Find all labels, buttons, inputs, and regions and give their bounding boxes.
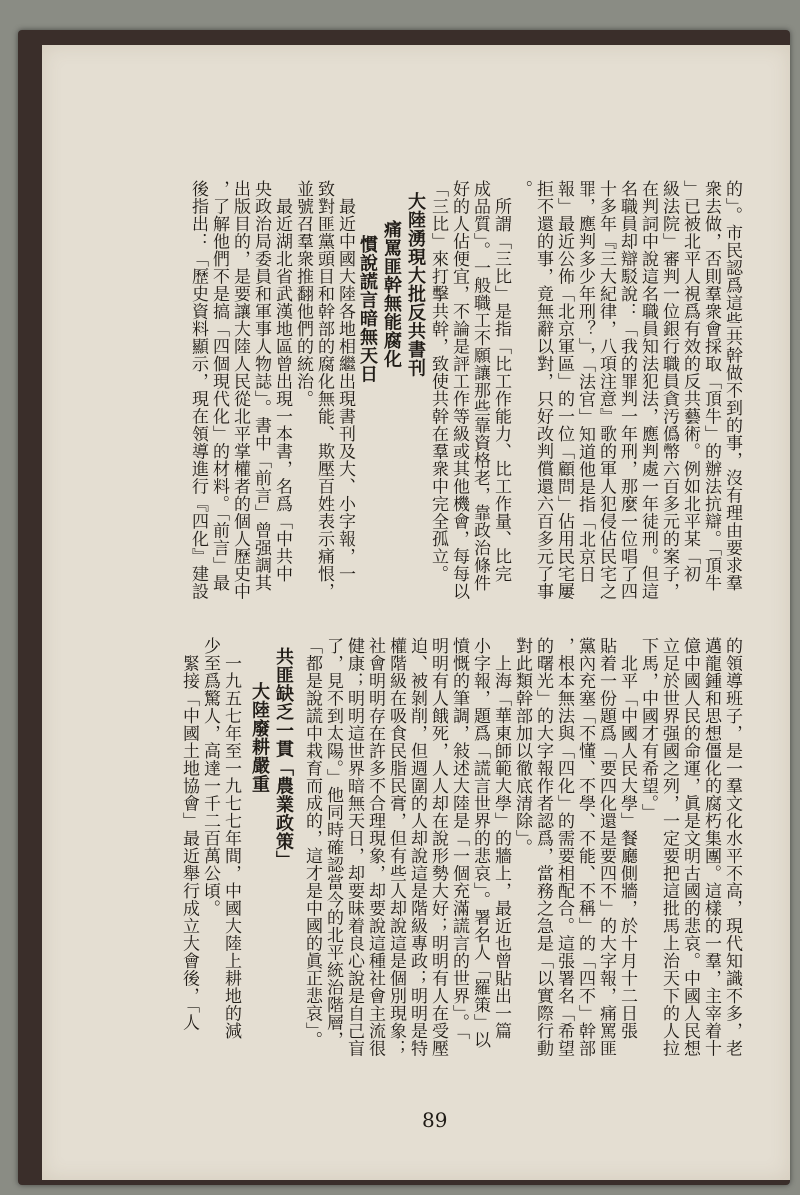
text-line: 報」最近公佈「北京軍區」的一位「顧問」佔用民宅屢	[554, 180, 574, 600]
text-line: 致對匪黨頭目和幹部的腐化無能、欺壓百姓表示痛恨，	[314, 180, 334, 600]
text-line: 億中國人民的命運，眞是文明古國的悲哀。中國人民想	[680, 637, 700, 1057]
text-line: 最近中國大陸各地相繼出現書刊及大、小字報，一	[335, 180, 355, 583]
text-line: 黨內充塞「不懂、不學、不能、不稱」的「四不」幹部	[575, 637, 595, 1057]
document-page	[42, 45, 790, 1180]
text-line: 」已被北平人視爲有效的反共藝術。例如北平某「初	[680, 180, 700, 583]
section-subheading: 痛罵匪幹無能腐化	[381, 220, 402, 368]
text-line: 名職員却辯駁說：「我的罪判一年刑，那麼一位唱了四	[617, 180, 637, 600]
text-line: 級法院」審判一位銀行職員貪汚僞幣六百多元的案子，	[659, 180, 679, 600]
text-line: 了，見不到太陽。」他同時確認當今的北平統治階層，	[323, 637, 343, 1049]
text-line: ，了解他們不是搞「四個現代化」的材料。「前言」最	[209, 180, 229, 592]
text-line: 好的人佔便宜，不論是評工作等級或其他機會，每每以	[449, 180, 469, 600]
text-line: 成品質」。一般職工不願讓那些靠資格老，靠政治條件	[470, 180, 490, 592]
text-line: 邁龍鍾和思想僵化的腐朽集團。這樣的一羣，主宰着十	[701, 637, 721, 1057]
text-line: 並號召羣衆推翻他們的統治。	[293, 180, 313, 408]
text-line: 十多年『三大紀律，八項注意』歌的軍人犯侵佔民宅之	[596, 180, 616, 600]
text-line: 罪，應判多少年刑？」，「法官」知道他是指「北京日	[575, 180, 595, 583]
section-heading: 共匪缺乏一貫「農業政策」	[273, 647, 294, 869]
text-line: 憤慨的筆調，敍述大陸是「一個充滿謊言的世界」。「	[449, 637, 469, 1040]
top-text-block	[102, 180, 742, 660]
section-heading: 大陸湧現大批反共書刊	[405, 192, 426, 377]
text-line: 在判詞中說這名職員知法犯法，應判處一年徒刑。但這	[638, 180, 658, 600]
text-line: 一九五七年至一九七七年間，中國大陸上耕地的減	[221, 637, 241, 1040]
text-line: 「都是說謊中栽育而成的，這才是中國的眞正悲哀」。	[302, 637, 322, 1049]
text-line: 衆去做，否則羣衆會採取「頂牛」的辦法抗辯。「頂牛	[701, 180, 721, 592]
text-line: 「三比」來打擊共幹，致使共幹在羣衆中完全孤立。	[428, 180, 448, 583]
page-number: 89	[422, 1108, 448, 1132]
text-line: 健康；明明這世界暗無天日，却要昧着良心說是自己盲	[344, 637, 364, 1057]
section-subheading: 大陸廢耕嚴重	[249, 682, 270, 793]
text-line: ，根本無法與「四化」的需要相配合。這張署名「希望	[554, 637, 574, 1057]
text-line: 的曙光」的大字報作者認爲，當務之急是「以實際行動	[533, 637, 553, 1057]
text-line: 央政治局委員和軍事人物誌」。書中「前言」曾强調其	[251, 180, 271, 592]
text-line: 。	[512, 180, 532, 198]
section-subheading: 慣說謊言暗無天日	[357, 235, 378, 383]
text-line: 的」。市民認爲這些共幹做不到的事，沒有理由要求羣	[722, 180, 742, 592]
text-line: 社會明明存在許多不合理現象，却要說這種社會主流很	[365, 637, 385, 1057]
text-line: 出版目的，是要讓大陸人民從北平掌權者的個人歷史中	[230, 180, 250, 600]
text-line: 明明有人餓死，人人却在說形勢大好；明明有人在受壓	[428, 637, 448, 1057]
text-line: 緊接「中國土地協會」最近舉行成立大會後，「人	[179, 637, 199, 1031]
text-line: 後指出：「歷史資料顯示，現在領導進行『四化』建設	[188, 180, 208, 600]
text-line: 對此類幹部加以徹底清除」。	[512, 637, 532, 856]
text-line: 貼着一份題爲「要四化還是要四不」的大字報，痛罵匪	[596, 637, 616, 1057]
text-line: 所謂「三比」是指「比工作能力、比工作量、比完	[491, 180, 511, 583]
text-line: 立足於世界强國之列，一定要把這批馬上治天下的人拉	[659, 637, 679, 1057]
text-line: 少至爲驚人，高達一千二百萬公頃。	[200, 637, 220, 917]
text-line: 迫、被剝削，但週圍的人却說這是階級專政；明明是特	[407, 637, 427, 1057]
text-line: 下馬，中國才有希望。」	[638, 637, 658, 821]
text-line: 上海「華東師範大學」的牆上，最近也曾貼出一篇	[491, 637, 511, 1040]
text-line: 小字報，題爲「謊言世界的悲哀」。署名人「羅策」以	[470, 637, 490, 1049]
text-line: 的領導班子，是一羣文化水平不高，現代知識不多，老	[722, 637, 742, 1057]
text-line: 權階級在吸食民脂民膏，但有些人却說這是個別現象；	[386, 637, 406, 1057]
text-line: 拒不還的事，竟無辭以對，只好改判償還六百多元了事	[533, 180, 553, 600]
text-line: 北平「中國人民大學」餐廳側牆，於十月十二日張	[617, 637, 637, 1040]
text-line: 最近湖北省武漢地區曾出現一本書，名爲「中共中	[272, 180, 292, 583]
bottom-text-block	[102, 637, 742, 1107]
